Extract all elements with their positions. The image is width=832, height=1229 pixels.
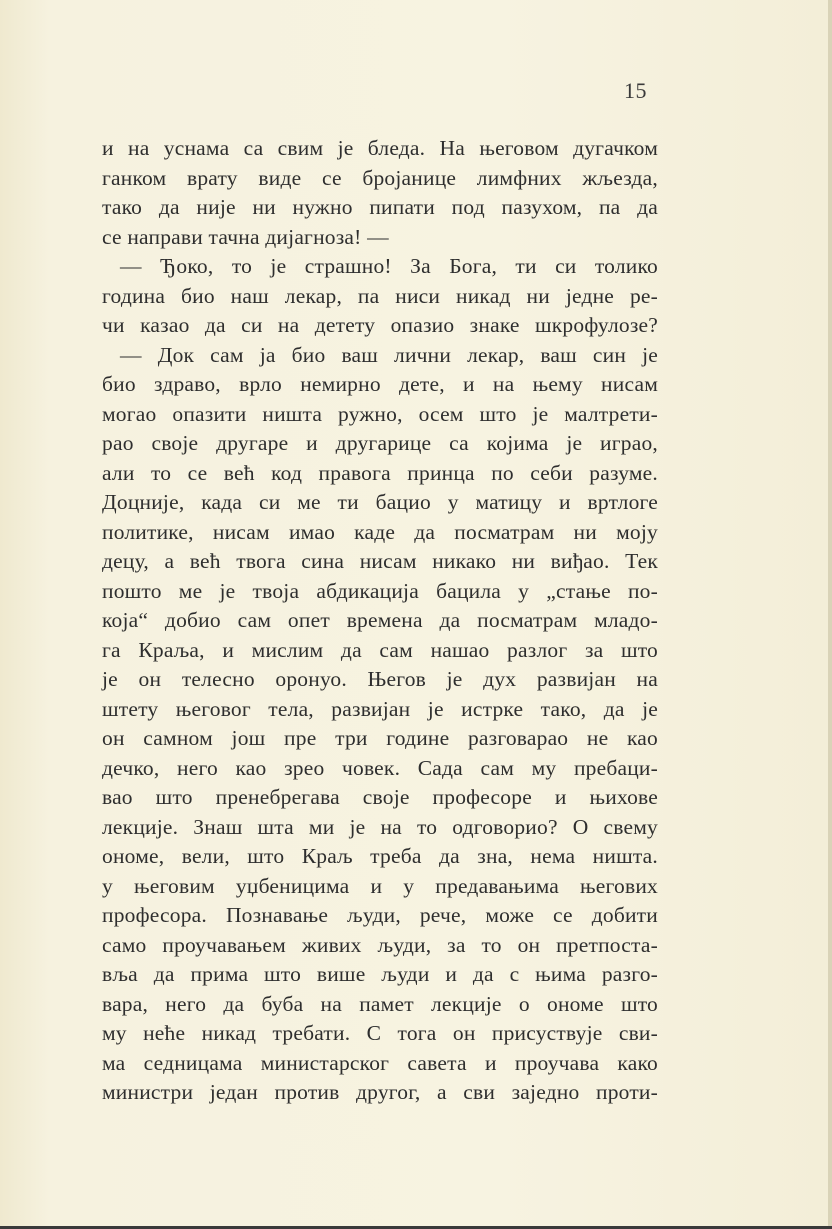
text-line: је он телесно оронуо. Његов је дух развијан на (102, 667, 658, 691)
page-edge-shadow (828, 0, 832, 1229)
text-line: Доцније, када си ме ти бацио у матицу и вртлоге (102, 490, 658, 514)
text-line: министри један против другог, а сви заједно проти- (102, 1080, 658, 1104)
text-line: вара, него да буба на памет лекције о ономе што (102, 991, 658, 1016)
text-line: само проучавањем живих људи, за то он претпоста- (102, 932, 658, 957)
text-line: чи казао да си на детету опазио знаке шкрофулозе? (102, 313, 658, 337)
text-line: у његовим уџбеницима и у предавањима његових (102, 873, 658, 898)
text-line: био здраво, врло немирно дете, и на њему нисам (102, 372, 658, 396)
text-line: лекције. Знаш шта ми је на то одговорио? О свему (102, 814, 658, 839)
text-line: ма седницама министарског савета и проучава како (102, 1050, 658, 1075)
text-line: пошто ме је твоја абдикација бацила у „стање по- (102, 578, 658, 603)
text-line: година био наш лекар, па ниси никад ни једне ре- (102, 283, 658, 308)
text-line: тако да није ни нужно пипати под пазухом, па да (102, 195, 658, 219)
text-line: вља да прима што више људи и да с њима разго- (102, 962, 658, 986)
text-line: рао своје другаре и другарице са којима је играо, (102, 431, 658, 455)
text-line: којa“ добио сам опет времена да посматрам младо- (102, 608, 658, 632)
text-line: дечко, него као зрео човек. Сада сам му пребаци- (102, 755, 658, 780)
page-number: 15 (624, 78, 647, 103)
text-line: могао опазити ништа ружно, осем што је малтрети- (102, 401, 658, 426)
text-line: ономе, вели, што Краљ треба да зна, нема ништа. (102, 844, 658, 868)
text-line: га Краља, и мислим да сам нашао разлог за што (102, 637, 658, 662)
text-line: ганком врату виде се бројанице лимфних жљезда, (102, 165, 658, 190)
text-line: али то се већ код правога принца по себи разуме. (102, 460, 658, 485)
text-line: штету његовог тела, развијан је истрке тако, да је (102, 696, 658, 721)
text-line: се направи тачна дијагноза! — (102, 224, 389, 249)
text-line: политике, нисам имао каде да посматрам ни моју (102, 519, 658, 544)
text-line: — Ђоко, то је страшно! За Бога, ти си толико (120, 254, 658, 278)
text-line: професора. Познавање људи, рече, може се добити (102, 903, 658, 927)
text-line: он самном још пре три године разговарао не као (102, 726, 658, 750)
text-line: — Док сам ја био ваш лични лекар, ваш син је (120, 342, 658, 367)
text-line: вао што пренебрегава своје професоре и њихове (102, 785, 658, 809)
text-line: и на уснама са свим је бледа. На његовом дугачком (102, 136, 658, 160)
text-line: му неће никад требати. С тога он присуствује сви- (102, 1021, 658, 1045)
body-text (102, 134, 658, 1108)
text-line: децу, а већ твога сина нисам никако ни виђао. Тек (102, 549, 658, 573)
